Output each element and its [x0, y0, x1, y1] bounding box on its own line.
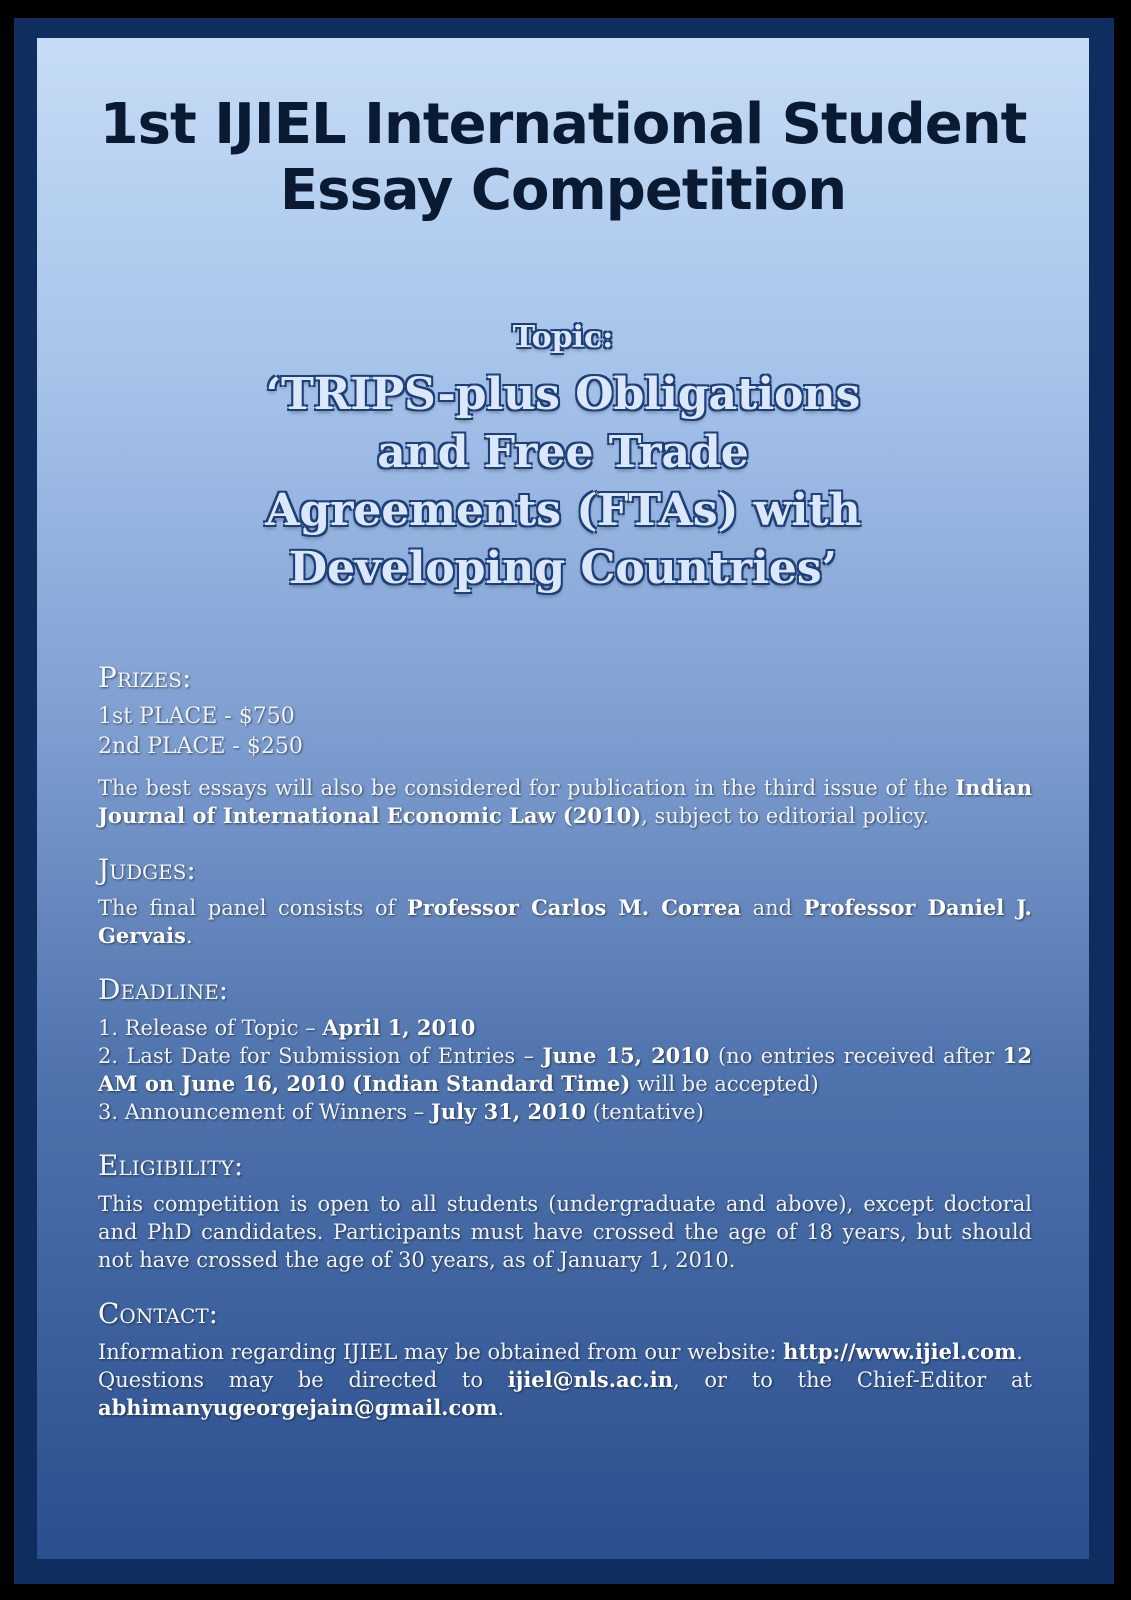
deadline-section	[98, 972, 1032, 1126]
topic-line-3: Agreements (FTAs) with	[265, 485, 861, 536]
contact-heading: Contact:	[98, 1297, 219, 1330]
contact-q-post: .	[497, 1396, 505, 1420]
contact-q-pre: Questions may be directed to	[98, 1368, 508, 1392]
judges-section	[98, 852, 1032, 950]
prizes-section	[98, 660, 1032, 830]
deadline-item-3	[98, 1098, 1032, 1126]
contact-info	[98, 1338, 1032, 1366]
deadline-item-3-post: (tentative)	[585, 1100, 704, 1124]
deadline-item-1	[98, 1014, 1032, 1042]
topic-line-4: Developing Countries’	[289, 543, 837, 594]
topic-block	[37, 318, 1089, 598]
deadline-item-2	[98, 1042, 1032, 1098]
contact-info-pre: Information regarding IJIEL may be obtained from our website:	[98, 1340, 784, 1364]
deadline-item-2-date: June 15, 2010	[542, 1043, 710, 1068]
eligibility-section	[98, 1148, 1032, 1274]
topic-label: Topic:	[512, 320, 614, 355]
prizes-heading: Prizes:	[98, 661, 192, 694]
deadline-heading: Deadline:	[98, 973, 229, 1006]
deadline-item-2-post: will be accepted)	[630, 1072, 819, 1096]
website-link[interactable]: http://www.ijiel.com	[783, 1339, 1017, 1364]
journal-name: Indian Journal of International Economic Law (2010)	[98, 775, 1032, 828]
prizes-note	[98, 774, 1032, 830]
deadline-item-1-label: 1. Release of Topic –	[98, 1016, 323, 1040]
deadline-item-3-label: 3. Announcement of Winners –	[98, 1100, 431, 1124]
deadline-item-2-cutoff: 12 AM on June 16, 2010 (Indian Standard Time)	[98, 1043, 1033, 1096]
topic-text	[37, 366, 1089, 598]
judges-text	[98, 894, 1032, 950]
deadline-item-2-label: 2. Last Date for Submission of Entries –	[98, 1044, 543, 1068]
prizes-note-post: , subject to editorial policy.	[641, 804, 930, 828]
judges-heading: Judges:	[98, 853, 196, 886]
contact-section	[98, 1296, 1032, 1422]
topic-line-1: ‘TRIPS-plus Obligations	[265, 369, 861, 420]
judge-1: Professor Carlos M. Correa	[406, 895, 742, 920]
email-ijiel-link[interactable]: ijiel@nls.ac.in	[507, 1367, 673, 1392]
title-line-1: 1st IJIEL International Student	[99, 92, 1027, 157]
poster-title	[37, 92, 1089, 224]
deadline-item-2-mid: (no entries received after	[709, 1044, 1003, 1068]
deadline-item-3-date: July 31, 2010	[430, 1099, 586, 1124]
contact-questions	[98, 1366, 1032, 1422]
judges-mid: and	[741, 896, 804, 920]
first-prize: 1st PLACE - $750	[98, 704, 295, 729]
judge-2: Professor Daniel J. Gervais	[98, 895, 1032, 948]
topic-line-2: and Free Trade	[377, 427, 749, 478]
second-prize: 2nd PLACE - $250	[98, 734, 303, 759]
poster-content	[98, 660, 1032, 1444]
judges-pre: The final panel consists of	[98, 896, 407, 920]
email-chief-editor-link[interactable]: abhimanyugeorgejain@gmail.com	[98, 1395, 498, 1420]
judges-post: .	[185, 924, 193, 948]
prizes-note-pre: The best essays will also be considered for publication in the third issue of the	[98, 776, 956, 800]
contact-info-post: .	[1016, 1340, 1023, 1364]
eligibility-text: This competition is open to all students (undergraduate and above), except doctoral and PhD candidates. Participants must have crossed the age of 18 years, but should not have crossed the age of 30 years, as of January 1, 2010.	[98, 1192, 1032, 1272]
eligibility-heading: Eligibility:	[98, 1149, 244, 1182]
title-line-2: Essay Competition	[279, 158, 847, 223]
contact-q-mid: , or to the Chief-Editor at	[672, 1368, 1032, 1392]
deadline-item-1-date: April 1, 2010	[322, 1015, 476, 1040]
